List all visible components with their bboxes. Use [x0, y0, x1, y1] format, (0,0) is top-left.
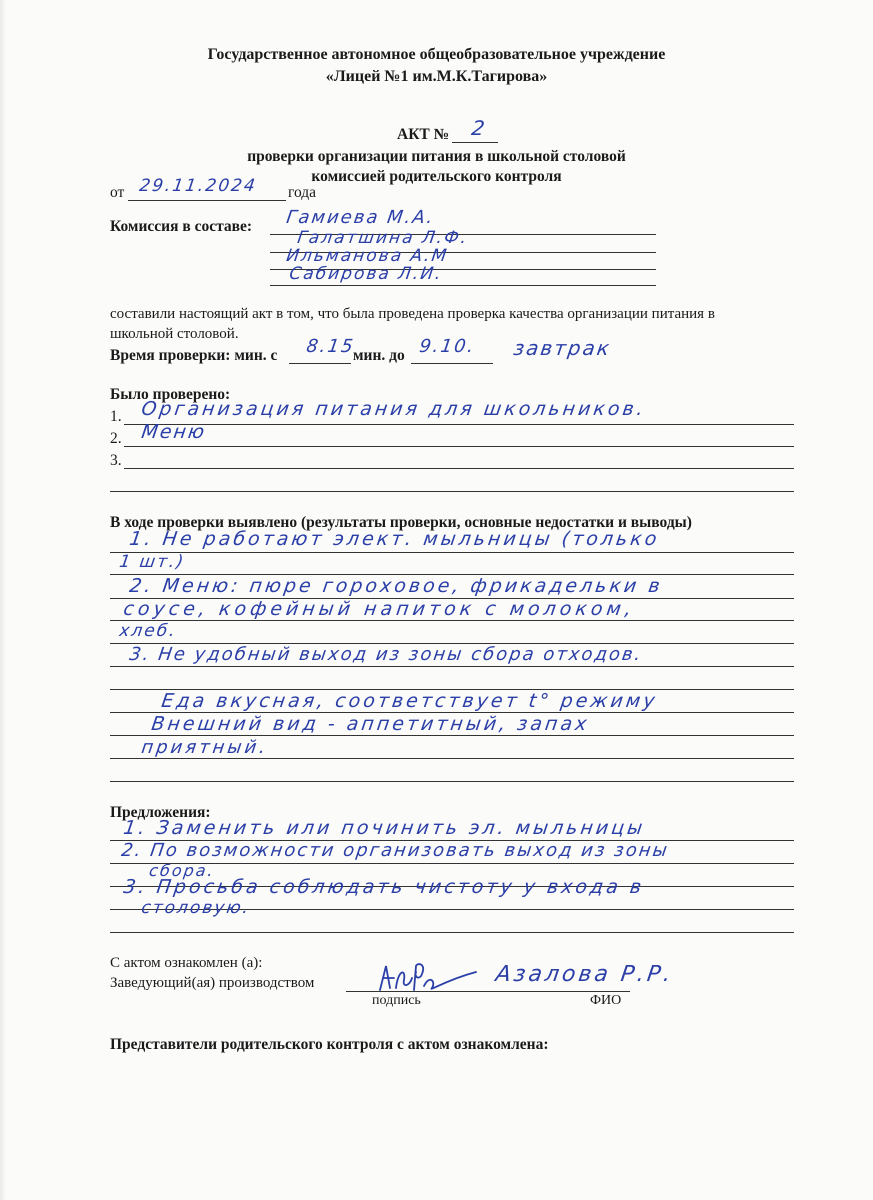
proposals-label: Предложения:: [110, 804, 211, 821]
checked-line-1: [124, 424, 794, 425]
school-name: «Лицей №1 им.М.К.Тагирова»: [325, 68, 548, 85]
finding-line-4: соусе, кофейный напиток с молоком,: [122, 598, 637, 620]
ack-position: Заведующий(ая) производством: [110, 975, 315, 991]
checked-num-2: 2.: [110, 430, 122, 447]
checked-line-3: [124, 468, 794, 469]
finding-line-7: Еда вкусная, соответствует t° режиму: [160, 690, 660, 712]
time-mid: мин. до: [353, 347, 405, 364]
findings-rule-4: [110, 620, 794, 621]
findings-label: В ходе проверки выявлено (результаты проверки, основные недостатки и выводы): [110, 514, 692, 531]
findings-rule-6: [110, 666, 794, 667]
checked-line-4: [110, 491, 794, 492]
findings-rule-10: [110, 758, 794, 759]
checked-num-3: 3.: [110, 452, 122, 469]
finding-line-8: Внешний вид - аппетитный, запах: [150, 713, 591, 735]
checked-line-2: [124, 446, 794, 447]
statement-line-1: составили настоящий акт в том, что была проведена проверка качества организации питания в: [110, 306, 715, 322]
commission-member-3: Ильманова А.М: [285, 246, 450, 266]
time-to-line: [411, 363, 493, 364]
proposal-line-2: 2. По возможности организовать выход из зоны: [120, 840, 671, 861]
finding-line-5: хлеб.: [118, 621, 179, 641]
proposal-line-3: сбора.: [148, 861, 217, 880]
date-line: [128, 200, 286, 201]
proposals-rule-5: [110, 932, 794, 933]
finding-line-1: 1. Не работают элект. мыльницы (только: [128, 528, 661, 550]
parents-label: Представители родительского контроля с актом ознакомлена:: [110, 1036, 549, 1053]
proposal-line-5: столовую.: [140, 898, 252, 918]
name-caption: ФИО: [590, 993, 622, 1008]
finding-line-3: 2. Меню: пюре гороховое, фрикадельки в: [128, 575, 665, 597]
checked-item-2: Меню: [140, 421, 208, 443]
commission-member-1: Гамиева М.А.: [285, 207, 437, 228]
ack-label: С актом ознакомлен (а):: [110, 955, 263, 971]
time-to: 9.10.: [418, 336, 477, 357]
finding-line-9: приятный.: [140, 737, 270, 758]
time-from: 8.15: [305, 336, 357, 357]
act-subtitle-1: проверки организации питания в школьной столовой: [247, 148, 626, 165]
act-date: 29.11.2024: [138, 176, 259, 196]
commission-label: Комиссия в составе:: [110, 218, 253, 235]
act-title-prefix: АКТ №: [397, 126, 450, 143]
act-subtitle-2: комиссией родительского контроля: [311, 168, 562, 185]
act-number-line: [452, 142, 498, 143]
proposal-line-1: 1. Заменить или починить эл. мыльницы: [122, 817, 647, 839]
checked-num-1: 1.: [110, 408, 122, 425]
findings-rule-1: [110, 552, 794, 553]
statement-line-2: школьной столовой.: [110, 326, 239, 342]
finding-line-2: 1 шт.): [118, 552, 187, 572]
findings-rule-11: [110, 781, 794, 782]
commission-member-4: Сабирова Л.И.: [288, 264, 444, 284]
date-suffix: года: [288, 184, 317, 201]
time-from-line: [289, 363, 351, 364]
findings-rule-9: [110, 735, 794, 736]
commission-member-2: Галатшина Л.Ф.: [296, 228, 470, 248]
time-label: Время проверки: мин. с: [110, 347, 278, 364]
checked-label: Было проверено:: [110, 386, 231, 403]
signature-caption: подпись: [372, 993, 421, 1008]
checked-item-1: Организация питания для школьников.: [140, 398, 648, 420]
act-number: 2: [470, 116, 489, 140]
ack-name: Азалова Р.Р.: [494, 962, 676, 987]
proposal-line-4: 3. Просьба соблюдать чистоту у входа в: [122, 876, 646, 898]
signature-mark: [376, 960, 486, 996]
commission-line-4: [270, 285, 656, 286]
finding-line-6: 3. Не удобный выход из зоны сбора отходов.: [128, 644, 644, 665]
meal-type: завтрак: [512, 336, 613, 360]
date-prefix: от: [110, 184, 125, 201]
institution-name: Государственное автономное общеобразовательное учреждение: [207, 46, 666, 63]
